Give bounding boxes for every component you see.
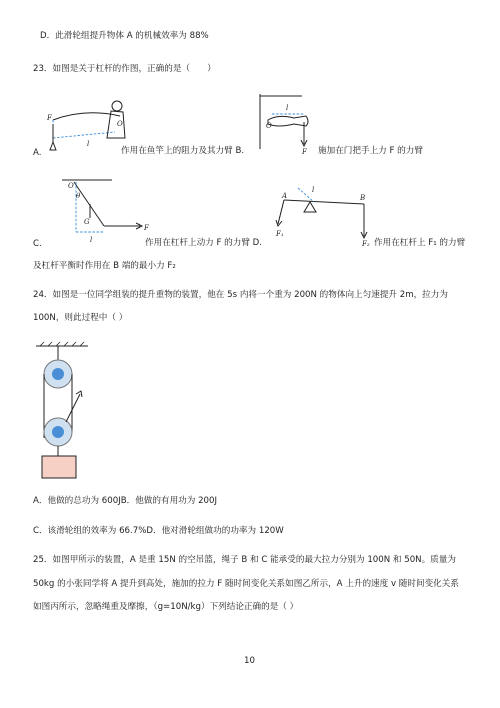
fig-d-A: A bbox=[282, 192, 288, 200]
q23-option-b-caption: 施加在门把手上力 F 的力臂 bbox=[318, 146, 423, 156]
q24-stem-line1: 24．如图是一位同学组装的提升重物的装置，他在 5s 内将一个重为 200N 的物体向上匀速提升 2m，拉力为 bbox=[33, 290, 448, 300]
q23-option-c-caption: 作用在杠杆上动力 F 的力臂 D. bbox=[145, 238, 263, 248]
q23-option-d-caption2: 及杠杆平衡时作用在 B 端的最小力 F₂ bbox=[33, 261, 176, 271]
fig-d-l: l bbox=[312, 186, 315, 194]
fig-d-F2: F₂ bbox=[362, 240, 370, 248]
q24-stem-line2: 100N，则此过程中（ ） bbox=[33, 313, 128, 323]
page-number: 10 bbox=[244, 656, 255, 666]
q23-figure-c-lever bbox=[62, 176, 152, 246]
q23-stem: 23．如图是关于杠杆的作图，正确的是（ ） bbox=[33, 64, 216, 74]
fig-c-G: G bbox=[84, 218, 90, 226]
q25-line3: 如图丙所示，忽略绳重及摩擦，（g=10N/kg）下列结论正确的是（ ） bbox=[33, 602, 299, 612]
fig-c-l: l bbox=[90, 236, 93, 244]
fig-b-O: O bbox=[266, 122, 272, 130]
q24-options-ab: A．他做的总功为 600JB．他做的有用功为 200J bbox=[33, 496, 218, 506]
fig-a-F: F bbox=[47, 114, 52, 122]
q25-line2: 50kg 的小张同学将 A 提升到高处，施加的拉力 F 随时间变化关系如图乙所示，A 上升的速度 v 随时间变化关系 bbox=[33, 579, 459, 589]
fig-c-F: F bbox=[144, 224, 149, 232]
fig-a-O: O bbox=[117, 120, 123, 128]
q23-figure-d-lever bbox=[274, 180, 374, 248]
fig-b-l: l bbox=[286, 104, 289, 112]
q23-figure-b-door-handle bbox=[258, 94, 328, 154]
q24-options-cd: C．该滑轮组的效率为 66.7%D．他对滑轮组做功的功率为 120W bbox=[33, 526, 284, 536]
fig-d-B: B bbox=[360, 194, 366, 202]
q25-line1: 25．如图甲所示的装置，A 是重 15N 的空吊篮，绳子 B 和 C 能承受的最大拉力分别为 100N 和 50N。质量为 bbox=[33, 555, 456, 565]
fig-a-l: l bbox=[87, 140, 90, 148]
fig-c-theta: θ bbox=[76, 192, 81, 200]
q23-option-a-label: A. bbox=[33, 148, 42, 158]
fig-c-O: O bbox=[68, 182, 74, 190]
q23-option-d-caption: 作用在杠杆上 F₁ 的力臂 bbox=[374, 238, 466, 248]
q23-option-a-caption: 作用在鱼竿上的阻力及其力臂 B. bbox=[121, 146, 245, 156]
fig-b-F: F bbox=[302, 148, 307, 156]
q24-pulley-figure bbox=[36, 342, 106, 477]
q22-option-d: D．此滑轮组提升物体 A 的机械效率为 88% bbox=[40, 31, 209, 41]
q23-option-c-label: C. bbox=[33, 239, 42, 249]
fig-d-F1: F₁ bbox=[276, 230, 284, 238]
